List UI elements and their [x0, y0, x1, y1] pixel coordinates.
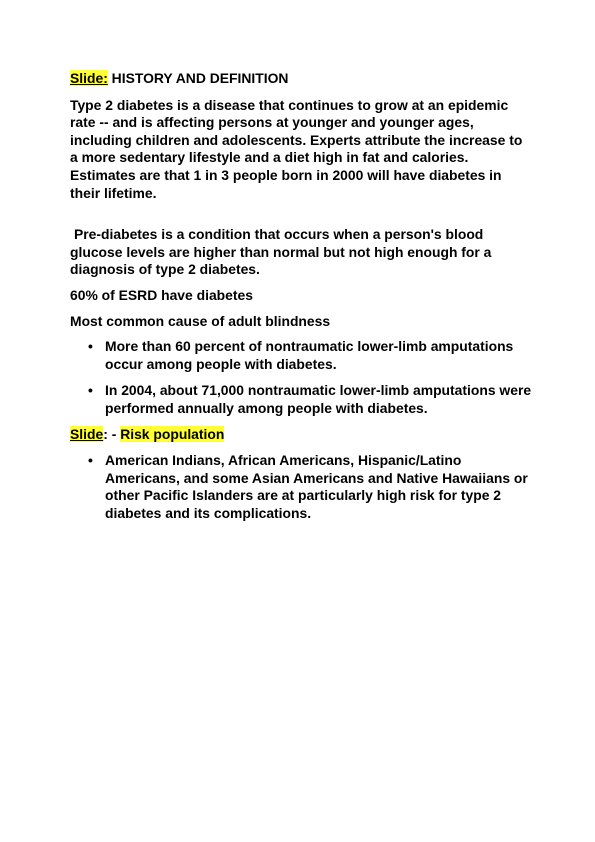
list-item	[70, 338, 532, 373]
paragraph-blindness: Most common cause of adult blindness	[70, 312, 331, 329]
list-item-text: In 2004, about 71,000 nontraumatic lower-limb amputations were performed annually among people with diabetes.	[105, 382, 532, 416]
section-heading-risk	[70, 426, 532, 444]
section-title: Risk population	[120, 425, 225, 442]
amputation-bullet-list	[70, 338, 532, 417]
section-title: HISTORY AND DEFINITION	[107, 70, 289, 86]
list-item	[70, 382, 532, 417]
paragraph-pre-diabetes: Pre-diabetes is a condition that occurs when a person's blood glucose levels are higher than normal but not high enough for a diagnosis of type 2 diabetes.	[70, 226, 492, 278]
list-item	[70, 452, 532, 522]
heading-separator: : -	[103, 425, 121, 442]
document-page	[70, 70, 532, 530]
bullet-icon: •	[88, 338, 93, 355]
section-heading-history	[70, 70, 532, 88]
bullet-icon: •	[88, 382, 93, 399]
paragraph-esrd: 60% of ESRD have diabetes	[70, 286, 253, 303]
list-item-text: American Indians, African Americans, Hispanic/Latino Americans, and some Asian Americans and Native Hawaiians or other Pacific Islanders are at particularly high risk for type 2 diabetes and its complications.	[105, 452, 528, 521]
slide-tag: Slide:	[70, 70, 108, 86]
bullet-icon: •	[88, 452, 93, 469]
paragraph-type2-diabetes: Type 2 diabetes is a disease that continues to grow at an epidemic rate -- and is affecting persons at younger and younger ages, including children and adolescents. Experts attribute the increase to a more sedentary lifestyle and a diet high in fat and calories. Estimates are that 1 in 3 people born in 2000 will have diabetes in their lifetime.	[70, 96, 523, 201]
risk-bullet-list	[70, 452, 532, 522]
list-item-text: More than 60 percent of nontraumatic lower-limb amputations occur among people with diabetes.	[105, 338, 514, 372]
slide-tag: Slide	[70, 425, 104, 442]
